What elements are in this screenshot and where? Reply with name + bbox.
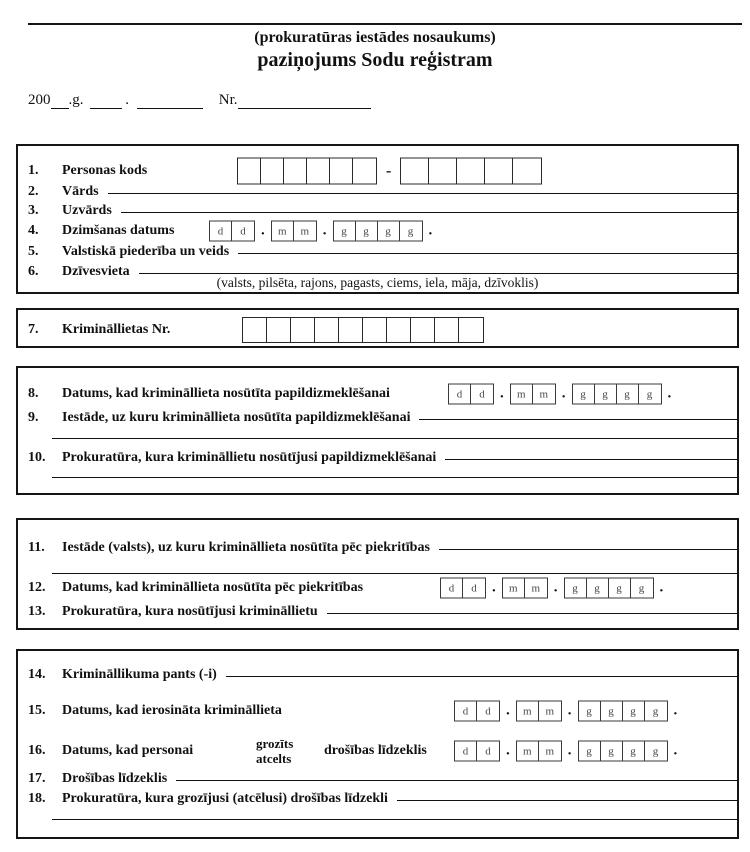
year-cells [333, 221, 423, 242]
date-cell-year[interactable]: g [645, 702, 667, 721]
month-blank[interactable] [137, 93, 203, 109]
date-cell-day[interactable]: d [477, 702, 499, 721]
row-label: Datums, kad krimināllieta nosūtīta papildizmeklēšanai [62, 386, 390, 401]
prokuratura-nosutijusi-fill-line[interactable] [327, 602, 737, 614]
date-cell-day[interactable]: d [441, 579, 463, 598]
row-label: Valstiskā piederība un veids [62, 244, 230, 259]
digit-cell[interactable] [238, 159, 261, 184]
digit-cell[interactable] [315, 318, 339, 342]
personas-kods-group-2 [400, 158, 542, 185]
date-cell-day[interactable]: d [477, 742, 499, 761]
date-separator: . [561, 385, 566, 402]
row-label: Dzimšanas datums [62, 223, 175, 238]
date-cell-day[interactable]: d [455, 702, 477, 721]
case-opened-date-widget [454, 701, 683, 722]
row-label: Prokuratūra, kura krimināllietu nosūtījusi papildizmeklēšanai [62, 450, 437, 465]
date-cell-day[interactable]: d [471, 385, 493, 404]
row-label: Iestāde (valsts), uz kuru krimināllieta nosūtīta pēc piekritības [62, 540, 430, 555]
digit-cell[interactable] [261, 159, 284, 184]
row-iestade-piekritiba [18, 538, 737, 558]
digit-cell[interactable] [429, 159, 457, 184]
digit-cell[interactable] [513, 159, 541, 184]
row-dzimsanas-datums [18, 219, 737, 243]
digit-cell[interactable] [291, 318, 315, 342]
iestade-valsts-extra-fill-line[interactable] [52, 573, 737, 574]
row-label: Prokuratūra, kura nosūtījusi krimināllietu [62, 604, 318, 619]
nr-label: Nr. [218, 92, 238, 108]
row-kriminallikuma-pants [18, 665, 737, 685]
date-separator: . [506, 742, 510, 759]
address-extra-fill-line[interactable] [523, 292, 737, 293]
section-kriminallietas-nr [16, 308, 739, 348]
date-cell-day[interactable]: d [463, 579, 485, 598]
date-cell-month[interactable]: m [533, 385, 555, 404]
section-person [16, 144, 739, 294]
row-number: 12. [28, 580, 46, 595]
row-number: 3. [28, 203, 39, 218]
iestade-extra-fill-line[interactable] [52, 438, 737, 439]
date-cell-month[interactable]: m [511, 385, 533, 404]
row-label: Vārds [62, 184, 99, 199]
row-uzvards [18, 201, 737, 221]
row-number: 16. [28, 743, 46, 758]
row-kriminallietas-nr [18, 317, 737, 343]
date-trailing-dot: . [673, 742, 678, 759]
section-piekritiba [16, 518, 739, 630]
row-label: Datums, kad krimināllieta nosūtīta pēc piekritības [62, 580, 364, 595]
row-label: Drošības līdzeklis [62, 771, 168, 786]
date-cell-month[interactable]: m [539, 702, 561, 721]
row-number: 8. [28, 386, 39, 401]
option-atcelts: atcelts [256, 751, 292, 766]
month-cells [502, 578, 548, 599]
date-separator: . [506, 702, 510, 719]
row-number: 7. [28, 322, 39, 337]
row-label: Uzvārds [62, 203, 112, 218]
date-cell-day[interactable]: d [449, 385, 471, 404]
year-cells [578, 701, 668, 722]
day-cells [209, 221, 255, 242]
row-vards [18, 182, 737, 202]
date-cell-year[interactable]: g [609, 579, 631, 598]
date-cell-month[interactable]: m [503, 579, 525, 598]
digit-cell[interactable] [411, 318, 435, 342]
row-datums-piekritiba [18, 576, 737, 600]
date-cell-year[interactable]: g [617, 385, 639, 404]
measure-change-date-widget [454, 741, 683, 762]
row-valstiska-piederiba [18, 242, 737, 262]
digit-cell[interactable] [459, 318, 483, 342]
row-number: 4. [28, 223, 39, 238]
month-cells [516, 741, 562, 762]
date-cell-month[interactable]: m [272, 222, 294, 241]
digit-cell[interactable] [353, 159, 376, 184]
date-cell-year[interactable]: g [601, 702, 623, 721]
date-mid-dot: . [125, 92, 129, 108]
day-blank[interactable] [90, 93, 122, 109]
date-trailing-dot: . [659, 579, 664, 596]
date-cell-year[interactable]: g [573, 385, 595, 404]
date-cell-year[interactable]: g [623, 742, 645, 761]
digit-cell[interactable] [387, 318, 411, 342]
row-datums-papildizmeklesanai [18, 382, 737, 406]
row-label: Personas kods [62, 163, 148, 178]
option-grozits: grozīts [256, 736, 294, 751]
prokuratura-grozijusi-extra-fill-line[interactable] [52, 819, 737, 820]
row-number: 6. [28, 264, 39, 279]
measure-label: drošības līdzeklis [324, 743, 427, 758]
row-label: Dzīvesvieta [62, 264, 130, 279]
digit-cell[interactable] [267, 318, 291, 342]
prokuratura-extra-fill-line[interactable] [52, 477, 737, 478]
date-separator: . [322, 222, 327, 239]
digit-cell[interactable] [457, 159, 485, 184]
row-drosibas-lidzeklis [18, 769, 737, 789]
date-cell-year[interactable]: g [639, 385, 661, 404]
row-number: 2. [28, 184, 39, 199]
month-cells [510, 384, 556, 405]
date-cell-year[interactable]: g [631, 579, 653, 598]
row-prokuratura-papildizmeklesanai [18, 448, 737, 468]
digit-cell[interactable] [485, 159, 513, 184]
row-label: Datums, kad ierosināta krimināllieta [62, 703, 282, 718]
date-cell-year[interactable]: g [378, 222, 400, 241]
row-label: Krimināllietas Nr. [62, 322, 171, 337]
date-cell-month[interactable]: m [517, 702, 539, 721]
digit-cell[interactable] [435, 318, 459, 342]
digit-cell[interactable] [243, 318, 267, 342]
prokuratura-grozijusi-fill-line[interactable] [397, 789, 737, 801]
row-number: 11. [28, 540, 45, 555]
date-cell-month[interactable]: m [525, 579, 547, 598]
row-label: Iestāde, uz kuru krimināllieta nosūtīta papildizmeklēšanai [62, 410, 411, 425]
drosibas-lidzeklis-fill-line[interactable] [176, 769, 737, 781]
row-number: 14. [28, 667, 46, 682]
date-cell-year[interactable]: g [587, 579, 609, 598]
day-cells [454, 741, 500, 762]
date-cell-day[interactable]: d [232, 222, 254, 241]
section-papildizmeklesana [16, 366, 739, 495]
date-trailing-dot: . [428, 222, 433, 239]
dzivesvieta-fill-line[interactable] [139, 262, 737, 274]
digit-cell[interactable] [284, 159, 307, 184]
row-number: 17. [28, 771, 46, 786]
personas-kods-group-1 [237, 158, 377, 185]
day-cells [454, 701, 500, 722]
row-label: Prokuratūra, kura grozījusi (atcēlusi) drošības līdzekli [62, 791, 388, 806]
row-prokuratura-grozijusi [18, 789, 737, 809]
personas-kods-dash: - [386, 162, 392, 179]
iestade-fill-line[interactable] [419, 408, 737, 420]
measure-option-stack [256, 736, 293, 766]
date-cell-year[interactable]: g [400, 222, 422, 241]
row-number: 5. [28, 244, 39, 259]
date-separator: . [500, 385, 504, 402]
digit-cell[interactable] [363, 318, 387, 342]
month-cells [271, 221, 317, 242]
row-number: 1. [28, 163, 39, 178]
org-name-fill-line[interactable] [28, 23, 742, 25]
date-cell-year[interactable]: g [645, 742, 667, 761]
row-number: 13. [28, 604, 46, 619]
date-cell-year[interactable]: g [579, 742, 601, 761]
digit-cell[interactable] [401, 159, 429, 184]
row-number: 9. [28, 410, 39, 425]
nr-blank[interactable] [238, 93, 371, 109]
page-title: paziņojums Sodu reģistram [257, 49, 493, 71]
row-label: Datums, kad personai [62, 743, 194, 758]
date-cell-year[interactable]: g [595, 385, 617, 404]
year-cells [564, 578, 654, 599]
date-separator: . [553, 579, 558, 596]
date-cell-month[interactable]: m [539, 742, 561, 761]
sent-date-widget [448, 384, 677, 405]
date-separator: . [567, 742, 572, 759]
year-suffix: .g. [68, 92, 84, 108]
date-trailing-dot: . [667, 385, 672, 402]
date-cell-year[interactable]: g [565, 579, 587, 598]
year-prefix: 200 [28, 92, 51, 108]
row-iestade-papildizmeklesanai [18, 408, 737, 428]
date-cell-year[interactable]: g [579, 702, 601, 721]
date-cell-year[interactable]: g [334, 222, 356, 241]
digit-cell[interactable] [307, 159, 330, 184]
row-personas-kods [18, 158, 737, 184]
row-number: 10. [28, 450, 46, 465]
row-prokuratura-nosutijusi [18, 602, 737, 622]
iestade-valsts-fill-line[interactable] [439, 538, 737, 550]
valstiska-piederiba-fill-line[interactable] [238, 242, 737, 254]
year-cells [572, 384, 662, 405]
date-trailing-dot: . [673, 702, 678, 719]
section-drosibas-lidzeklis [16, 649, 739, 839]
org-name-caption: (prokuratūras iestādes nosaukums) [254, 29, 496, 46]
case-number-group [242, 317, 484, 343]
digit-cell[interactable] [330, 159, 353, 184]
birth-date-widget [209, 221, 438, 242]
row-datums-ierosinata [18, 699, 737, 723]
jurisdiction-date-widget [440, 578, 669, 599]
date-cell-month[interactable]: m [517, 742, 539, 761]
address-caption: (valsts, pilsēta, rajons, pagasts, ciems, iela, māja, dzīvoklis) [216, 275, 539, 290]
vards-fill-line[interactable] [108, 182, 737, 194]
date-separator: . [261, 222, 265, 239]
row-label: Krimināllikuma pants (-i) [62, 667, 217, 682]
date-separator: . [567, 702, 572, 719]
date-cell-year[interactable]: g [356, 222, 378, 241]
prokuratura-fill-line[interactable] [445, 448, 737, 460]
year-blank[interactable] [51, 93, 69, 109]
uzvards-fill-line[interactable] [121, 201, 737, 213]
date-cell-day[interactable]: d [210, 222, 232, 241]
day-cells [440, 578, 486, 599]
kriminallietas-nr-cells [242, 317, 484, 343]
document-date-line [28, 92, 371, 109]
date-cell-year[interactable]: g [601, 742, 623, 761]
row-number: 15. [28, 703, 46, 718]
pants-fill-line[interactable] [226, 665, 737, 677]
date-cell-month[interactable]: m [294, 222, 316, 241]
row-number: 18. [28, 791, 46, 806]
digit-cell[interactable] [339, 318, 363, 342]
date-cell-day[interactable]: d [455, 742, 477, 761]
date-cell-year[interactable]: g [623, 702, 645, 721]
date-separator: . [492, 579, 496, 596]
row-datums-personai [18, 735, 737, 767]
personas-kods-cells [237, 158, 542, 185]
day-cells [448, 384, 494, 405]
year-cells [578, 741, 668, 762]
month-cells [516, 701, 562, 722]
